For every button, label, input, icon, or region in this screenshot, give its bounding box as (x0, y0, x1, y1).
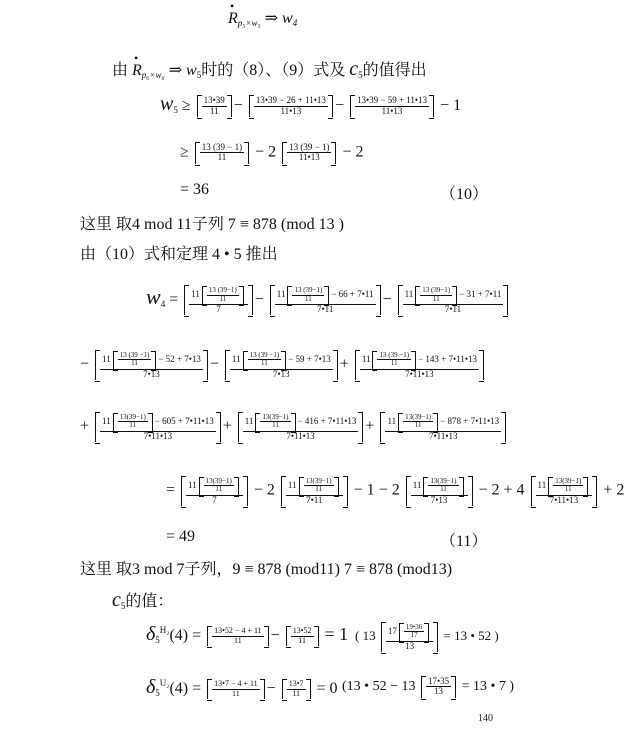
denominator: 7•11 (444, 303, 462, 314)
numerator (360, 351, 479, 370)
denominator: 7•13 (143, 368, 160, 379)
inner-floor (113, 413, 153, 431)
denominator: 11 (564, 485, 572, 494)
delta-symbol: δ (146, 623, 156, 645)
coefficient: − 2 (253, 481, 275, 499)
tail: − 1 (440, 97, 462, 114)
denominator: 11 (315, 485, 322, 494)
numerator (243, 413, 359, 432)
intro-suffix: 时的（8）、（9）式及 (201, 62, 346, 79)
denominator: 11 (234, 635, 242, 645)
numerator: 13 (39 − 1) (289, 142, 330, 152)
intro-end: 的值得出 (362, 62, 427, 79)
numerator: 13 (39−1) (294, 286, 323, 295)
prefix: 11 (361, 353, 371, 364)
denominator: 11 (232, 688, 240, 698)
floor-term-1 (195, 142, 249, 164)
prefix: 11 (537, 479, 547, 490)
c-subscript: 5 (120, 601, 126, 611)
result: = 1 (324, 624, 349, 644)
denominator: 11•13 (298, 152, 320, 163)
numerator (100, 413, 216, 432)
prefix: 11 (102, 415, 111, 426)
denominator: 11 (298, 635, 306, 645)
numerator (386, 623, 433, 642)
header-formula (228, 8, 297, 28)
w5-result (180, 181, 209, 199)
denominator: 11 (272, 421, 279, 430)
tail: − 605 + 7•11•13 (154, 415, 214, 426)
label-text: 的值： (125, 593, 174, 610)
inner-floor (113, 351, 157, 369)
w5-inequality-line2 (180, 142, 364, 164)
numerator: 17•35 (427, 676, 450, 686)
c-symbol: c (112, 589, 121, 611)
prefix: 17 (387, 625, 397, 636)
denominator: 11 (131, 359, 138, 368)
intro-prefix: 由 (112, 62, 129, 79)
denominator: 11 (209, 105, 219, 116)
inner-floor (299, 477, 339, 495)
relation: ≥ (180, 143, 189, 161)
numerator: 13 (39 −1) (379, 351, 410, 359)
delta-superscript: U₂ (159, 678, 170, 688)
implies-arrow: ⇒ (168, 62, 183, 79)
denominator: 7•11•13 (549, 494, 579, 505)
denominator: 11 (129, 421, 137, 430)
denominator: 7•11•13 (143, 430, 173, 441)
c5-label (112, 588, 173, 612)
tail: − 143 + 7•11•13 (418, 353, 477, 364)
argument: (4) = (169, 627, 202, 644)
prefix: 11 (191, 289, 200, 300)
denominator: 11 (261, 359, 268, 368)
denominator: 7 (216, 303, 221, 314)
numerator (403, 286, 504, 305)
numerator: 13•52 (292, 626, 312, 636)
numerator: 13 (39−1) (422, 286, 451, 295)
w4-row-1: $w_4$ = 11 $\frac{13 (39-1)}{11}$ 7 − 11 $\frac{13 (39-1)}{11}$ − 66 + 7•11 7•11 − 11 $\frac{13 (39-1)}{11}$ − 31 + 7•11 7•11 (146, 284, 510, 315)
prefix: 11 (244, 415, 254, 426)
denominator: 11 (217, 152, 227, 163)
numerator (186, 477, 243, 496)
tail: − 2 (342, 143, 364, 161)
floor-term (421, 676, 456, 698)
note-line-3: 这里 取3 mod 7子列，9 ≡ 878 (mod11) 7 ≡ 878 (mod13) (80, 561, 453, 578)
outer-floor-c (380, 412, 506, 442)
numerator: 13(39−1) (305, 477, 332, 485)
delta-1-check (355, 622, 499, 652)
w-subscript: 4 (160, 299, 166, 309)
tail: − 31 + 7•11 (459, 289, 502, 300)
numerator (100, 351, 203, 370)
floor-term-2 (249, 95, 333, 117)
floor-term-2 (282, 679, 311, 699)
numerator: 13•7 (288, 679, 304, 689)
coefficient: − 2 (255, 143, 277, 161)
inner-floor (287, 286, 329, 304)
numerator: 13 (39 − 1) (201, 142, 243, 152)
inner-floor (398, 413, 438, 431)
note-line-2: 由（10）式和定理 4 • 5 推出 (80, 246, 278, 263)
inner-floor (255, 413, 295, 431)
equation-number-11: （11） (440, 533, 488, 550)
prefix: 11 (188, 479, 197, 490)
outer-floor-a (184, 285, 253, 315)
outer-floor-c (406, 476, 473, 506)
paren-prefix: (13 • 52 − 13 (342, 679, 416, 695)
denominator: 7•11•13 (286, 430, 315, 441)
denominator: 11•13 (280, 105, 302, 116)
denominator: 7•13 (430, 494, 448, 505)
floor-term-2 (286, 626, 319, 646)
w-symbol: w (160, 93, 174, 115)
w-symbol: w (146, 284, 161, 309)
denominator: 7•13 (273, 368, 290, 379)
denominator: 11•13 (381, 105, 403, 116)
numerator (230, 351, 333, 370)
floor-term-1 (207, 679, 265, 699)
numerator: 13•39 (203, 95, 225, 106)
denominator: 7•11•13 (405, 368, 434, 379)
denominator: 7•11 (306, 494, 323, 505)
delta-subscript: 5 (155, 635, 160, 645)
delta-line-1: $\delta_5^{H_2}(4)$ = $\frac{13•52 - 4 + 11}{11}$ − $\frac{13•52}{11}$ = 1 (146, 623, 349, 645)
denominator: 17 (410, 631, 418, 640)
denominator: 11 (440, 485, 447, 494)
w4-row-4: = 11 $\frac{13(39-1)}{11}$ 7 − 2 11 $\frac{13(39-1)}{11}$ 7•11 − 1 − 2 11 $\frac{13(39-1)}{11}$ 7•13 − 2 + 4 11 $\frac{13(39-1)}{11}$ 7•11•13 + 2 (166, 477, 624, 505)
denominator: 11 (292, 688, 300, 698)
numerator: 13(39−1) (430, 477, 457, 485)
delta-2-check (342, 676, 514, 698)
coefficient: − 2 + 4 (478, 481, 525, 499)
w-symbol: w (282, 10, 293, 27)
numerator (275, 286, 376, 305)
prefix: 11 (404, 289, 414, 300)
tail: − 66 + 7•11 (331, 289, 374, 300)
tail: − 59 + 7•13 (288, 353, 331, 364)
outer-floor-b (281, 476, 348, 506)
floor-term-3 (350, 95, 434, 117)
tail: − 416 + 7•11•13 (297, 415, 357, 426)
prefix: 11 (287, 479, 297, 490)
denominator: 11 (215, 485, 223, 494)
outer-floor-b (238, 412, 364, 442)
denominator: 13 (434, 686, 444, 697)
relation: ≥ (181, 97, 191, 114)
numerator: 13(39−1) (205, 477, 232, 485)
denominator: 11 (432, 294, 440, 303)
c-subscript: 5 (358, 70, 363, 80)
w4-result: = 49 (166, 528, 196, 545)
result: = 0 (316, 680, 338, 697)
numerator: 13•39 − 59 + 11•13 (356, 95, 428, 106)
outer-floor-b (225, 350, 338, 380)
numerator: 13•7 − 4 + 11 (214, 679, 258, 689)
note-line-1: 这里 取4 mod 11子列 7 ≡ 878 (mod 13 ) (80, 216, 344, 233)
numerator: 13 (39−1) (208, 286, 237, 295)
numerator: 13•52 − 4 + 11 (214, 626, 262, 636)
inner-floor (199, 477, 239, 495)
r-subscript: p₅×w₅ (237, 18, 261, 28)
result-text: = 36 (180, 181, 210, 198)
prefix: 11 (276, 289, 286, 300)
intro-line (112, 57, 427, 81)
r-symbol: • R (228, 10, 238, 28)
outer-floor-a (181, 476, 248, 506)
outer-floor-a (95, 350, 208, 380)
numerator: 13 (39 −1) (249, 351, 280, 359)
coefficient: − 1 − 2 (353, 481, 400, 499)
numerator (385, 413, 501, 432)
c-symbol: c (349, 58, 359, 80)
numerator: 13(39−1) (405, 413, 432, 421)
numerator (286, 477, 343, 496)
numerator (189, 286, 248, 305)
page-number: 140 (478, 713, 493, 724)
w5-inequality-line1: $w_5$ ≥ $\frac{13•39}{11}$ − $\frac{13•39 - 26 + 11•13}{11•13}$ − $\frac{13•39 - 59 + 11•13}{11•13}$ − 1 (160, 93, 462, 116)
floor-term-2 (282, 142, 336, 164)
w-subscript: 5 (196, 70, 202, 80)
denominator: 11 (219, 294, 227, 303)
r-subscript: p₆×w₆ (141, 70, 165, 80)
numerator (536, 477, 593, 496)
w4-row-2: − 11 $\frac{13 (39 -1)}{11}$ − 52 + 7•13 7•13 − 11 $\frac{13 (39 -1)}{11}$ − 59 + 7•13 7•13 + 11 $\frac{13 (39 -1)}{11}$ − 143 + 7•11•13 7•11•13 (80, 350, 486, 380)
w4-row-3: + 11 $\frac{13(39-1)}{11}$ − 605 + 7•11•13 7•11•13 + 11 $\frac{13(39-1)}{11}$ − 416 + 7•11•13 7•11•13 + 11 $\frac{13(39-1)}{11}$ − 878 + 7•11•13 7•11•13 (80, 412, 508, 442)
r-symbol: • R (132, 62, 142, 80)
outer-floor-d (531, 476, 598, 506)
tail: + 2 (603, 481, 624, 499)
prefix: 11 (231, 353, 241, 364)
denominator: 11 (305, 294, 312, 303)
denominator: 13 (405, 640, 415, 651)
floor-term-1 (197, 95, 232, 117)
implies-arrow: ⇒ (264, 10, 279, 27)
numerator: 13 (39 −1) (119, 351, 150, 359)
denominator: 7 (212, 494, 217, 505)
outer-floor-b (270, 285, 381, 315)
inner-floor (372, 351, 416, 369)
prefix: 11 (412, 479, 422, 490)
numerator (411, 477, 468, 496)
inner-floor (423, 477, 463, 495)
denominator: 7•11 (317, 303, 334, 314)
tail: − 52 + 7•13 (158, 353, 201, 364)
tail: − 878 + 7•11•13 (440, 415, 500, 426)
paren-result: = 13 • 7 ) (461, 679, 515, 695)
equation-number-10: （10） (440, 186, 489, 203)
paren-prefix: ( 13 (355, 628, 376, 644)
delta-superscript: H₂ (159, 625, 170, 635)
inner-floor (399, 623, 429, 641)
outer-floor-a (95, 412, 221, 442)
paren-result: = 13 • 52 ) (443, 628, 499, 644)
w-subscript: 5 (173, 105, 178, 115)
delta-line-2: $\delta_5^{U_2}(4)$ = $\frac{13•7 - 4 + 11}{11}$ − $\frac{13•7}{11}$ = 0 (146, 676, 338, 698)
denominator: 11 (390, 359, 398, 368)
numerator: 13(39−1) (262, 413, 289, 421)
prefix: 11 (387, 415, 397, 426)
w-subscript: 4 (292, 18, 298, 28)
denominator: 11 (414, 421, 422, 430)
floor-term-1 (207, 626, 269, 646)
inner-floor (415, 286, 457, 304)
w-symbol: w (186, 62, 197, 79)
inner-floor (202, 286, 244, 304)
numerator: 13(39−1) (119, 413, 146, 421)
outer-floor-c (355, 350, 484, 380)
prefix: 11 (102, 353, 111, 364)
delta-subscript: 5 (155, 688, 160, 698)
denominator: 7•11•13 (429, 430, 458, 441)
outer-floor (381, 622, 438, 652)
argument: (4) = (169, 680, 202, 697)
numerator: 19•36 (405, 623, 423, 631)
numerator: 13•39 − 26 + 11•13 (255, 95, 326, 106)
inner-floor (548, 477, 588, 495)
numerator: 13(39−1) (555, 477, 582, 485)
outer-floor-c (398, 285, 509, 315)
delta-symbol: δ (146, 676, 156, 698)
inner-floor (243, 351, 287, 369)
